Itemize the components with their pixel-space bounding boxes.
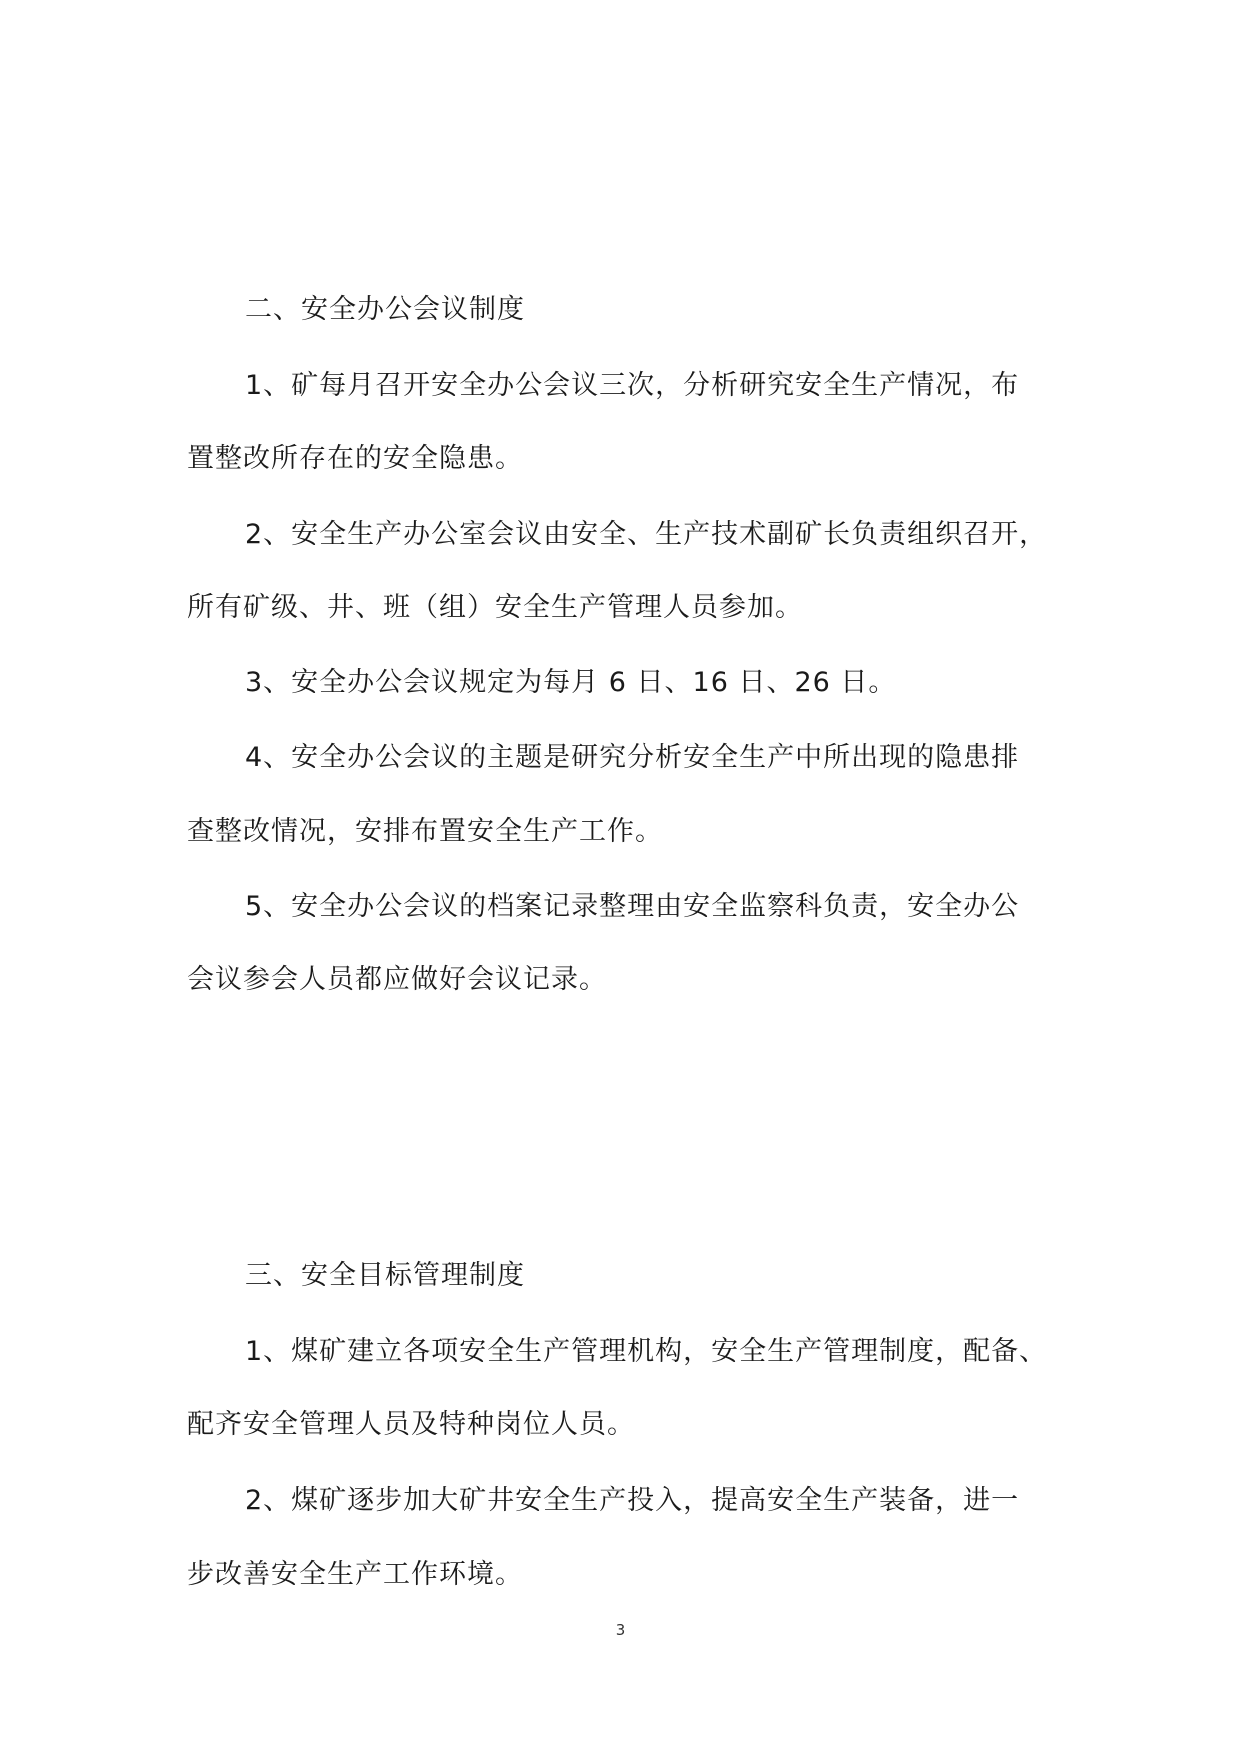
paragraph-line: 3、安全办公会议规定为每月 6 日、16 日、26 日。 — [245, 667, 897, 698]
paragraph-line: 1、煤矿建立各项安全生产管理机构，安全生产管理制度，配备、 — [245, 1336, 1048, 1367]
paragraph-line: 5、安全办公会议的档案记录整理由安全监察科负责，安全办公 — [245, 891, 1020, 922]
paragraph-line: 会议参会人员都应做好会议记录。 — [187, 964, 607, 995]
paragraph-line: 1、矿每月召开安全办公会议三次，分析研究安全生产情况，布 — [245, 370, 1020, 401]
section-heading: 二、安全办公会议制度 — [245, 294, 525, 325]
paragraph-line: 配齐安全管理人员及特种岗位人员。 — [187, 1409, 635, 1440]
paragraph-line: 4、安全办公会议的主题是研究分析安全生产中所出现的隐患排 — [245, 742, 1020, 773]
paragraph-line: 2、安全生产办公室会议由安全、生产技术副矿长负责组织召开， — [245, 519, 1048, 550]
page-number: 3 — [615, 1621, 626, 1639]
paragraph-line: 步改善安全生产工作环境。 — [187, 1559, 523, 1590]
paragraph-line: 2、煤矿逐步加大矿井安全生产投入，提高安全生产装备，进一 — [245, 1485, 1020, 1516]
paragraph-line: 所有矿级、井、班（组）安全生产管理人员参加。 — [187, 592, 803, 623]
paragraph-line: 置整改所存在的安全隐患。 — [187, 443, 523, 474]
paragraph-line: 查整改情况，安排布置安全生产工作。 — [187, 816, 663, 847]
section-heading: 三、安全目标管理制度 — [245, 1260, 525, 1291]
